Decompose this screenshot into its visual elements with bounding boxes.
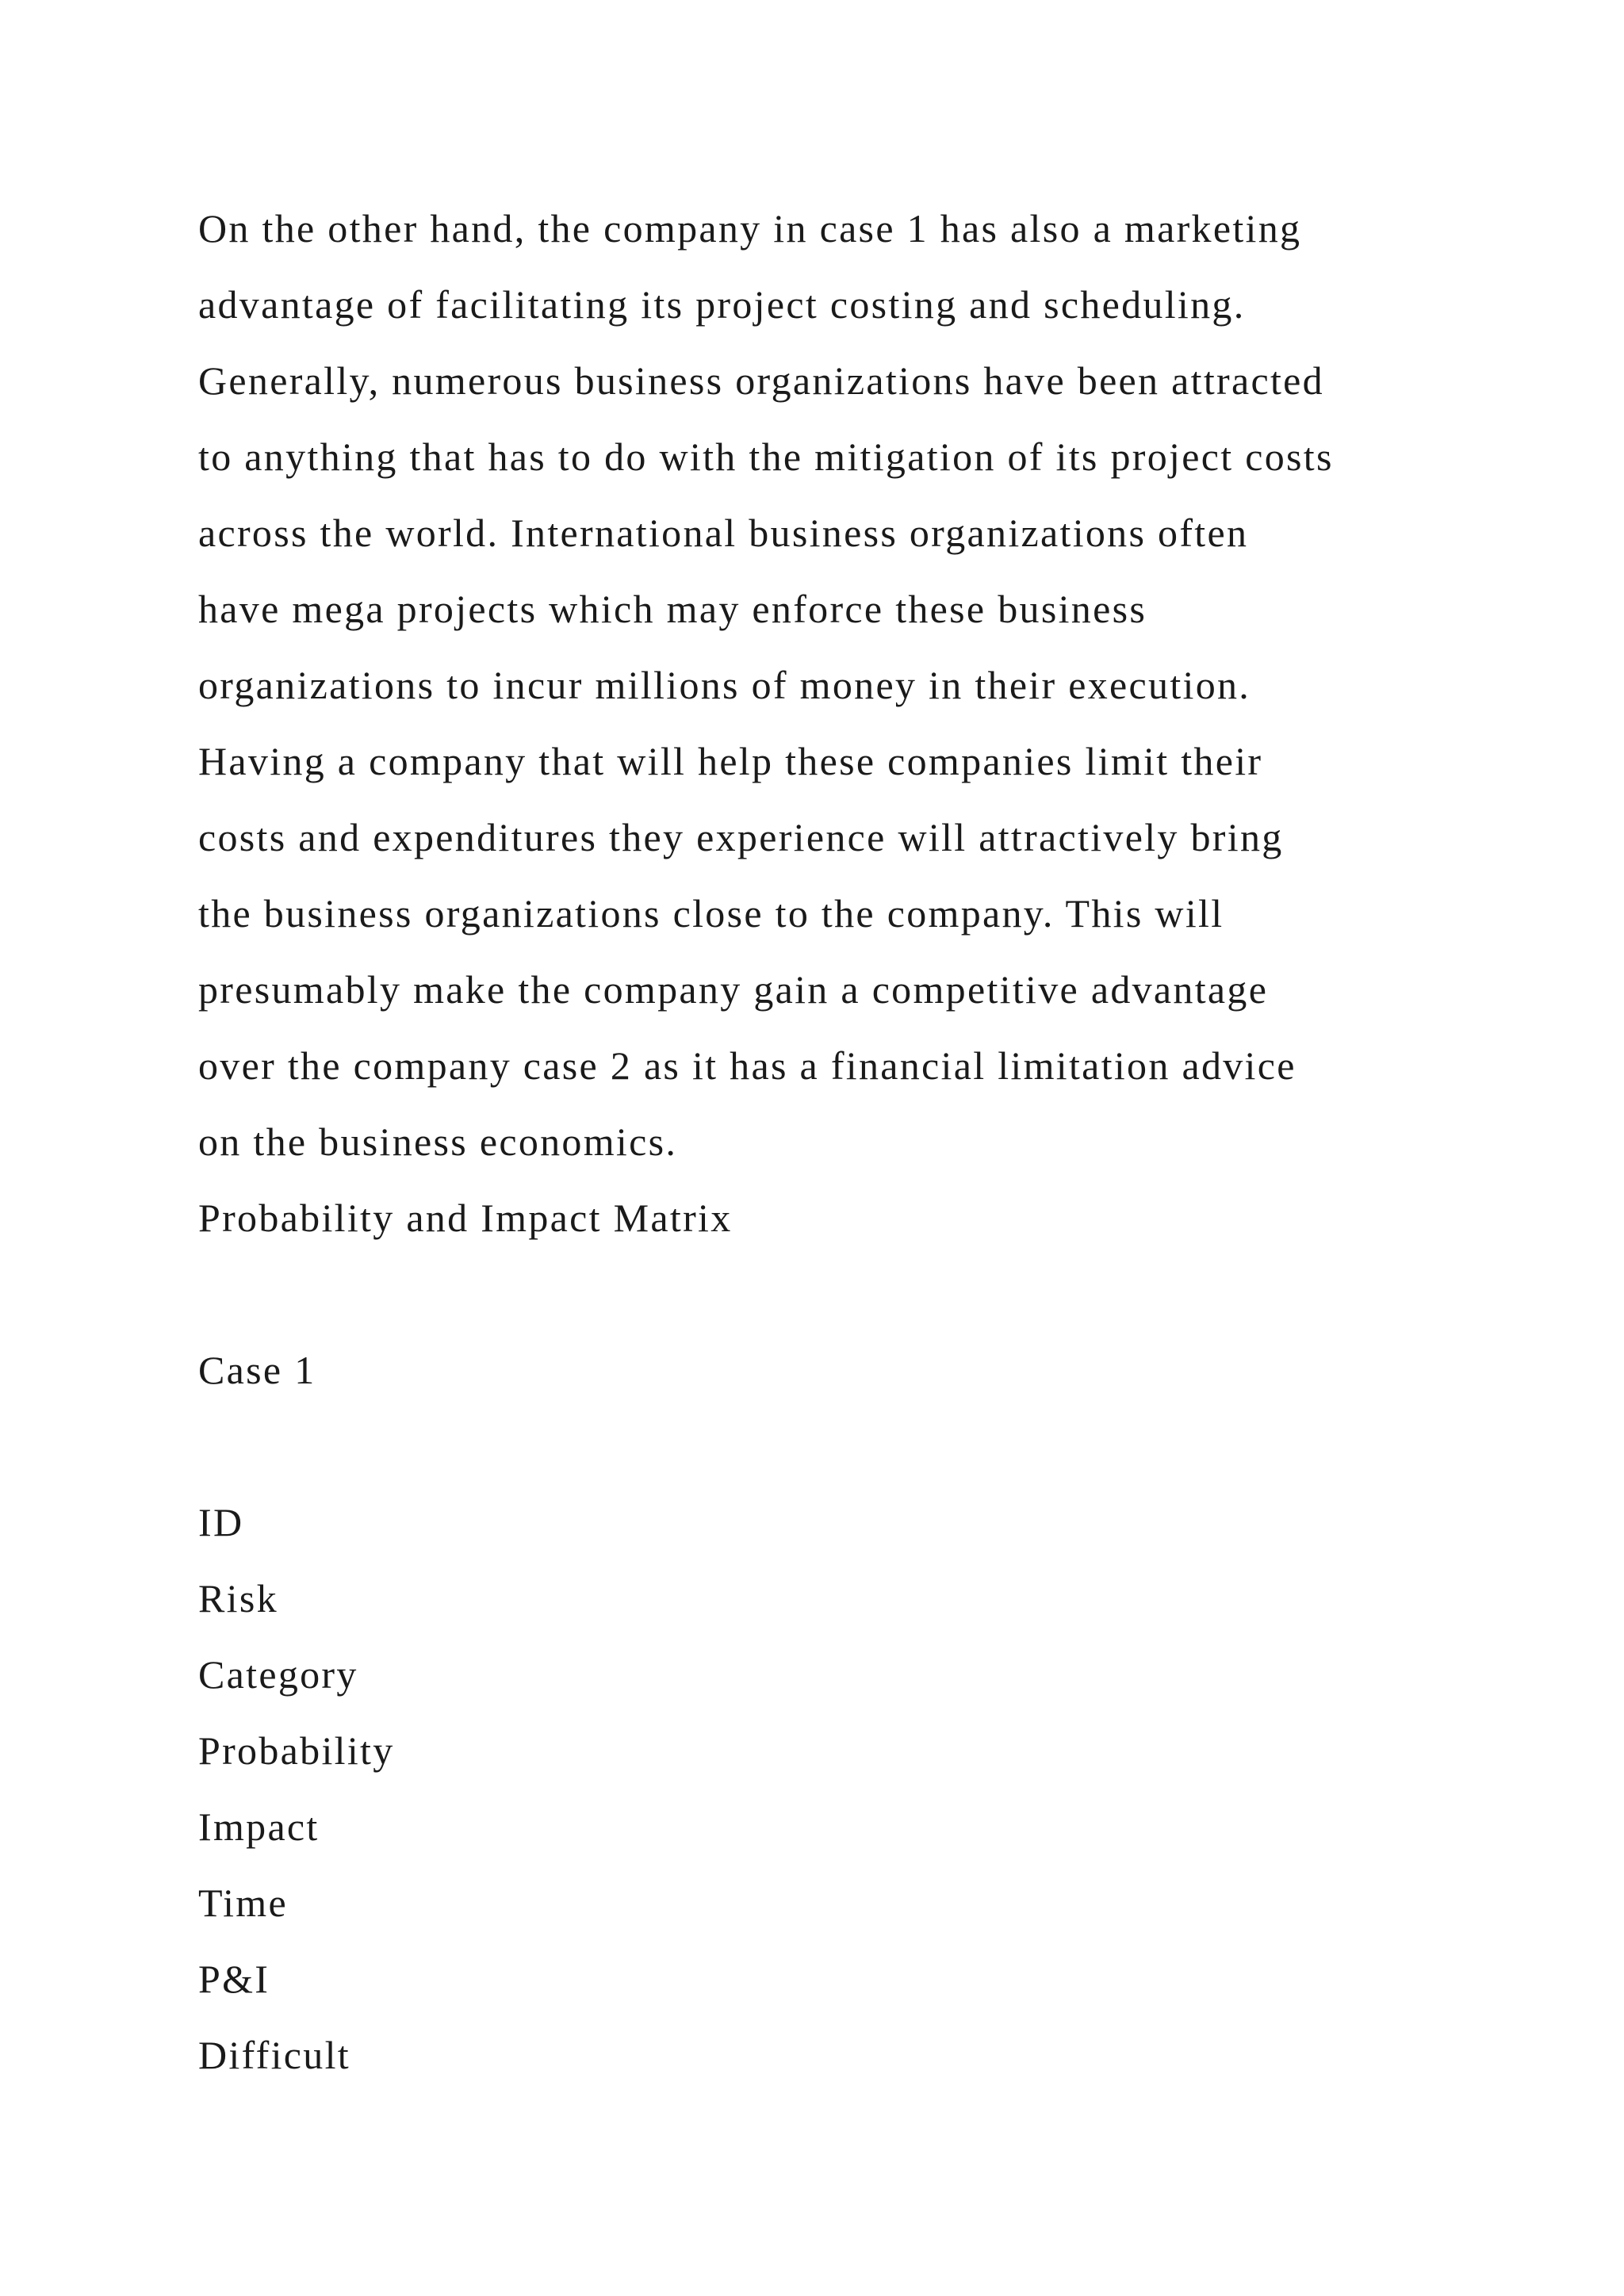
paragraph-line: organizations to incur millions of money in their execution. (198, 663, 1251, 707)
paragraph-line: advantage of facilitating its project costing and scheduling. (198, 282, 1246, 327)
blank-line (198, 1408, 1546, 1484)
table-header-impact: Impact (198, 1804, 320, 1849)
paragraph-line: across the world. International business organizations often (198, 511, 1249, 555)
table-header-probability: Probability (198, 1728, 395, 1773)
blank-line (198, 1256, 1546, 1332)
paragraph-line: presumably make the company gain a competitive advantage (198, 967, 1269, 1012)
paragraph (198, 190, 1546, 1180)
table-header-difficult: Difficult (198, 2033, 350, 2077)
paragraph-line: to anything that has to do with the mitigation of its project costs (198, 434, 1334, 479)
paragraph-line: Generally, numerous business organizations have been attracted (198, 358, 1324, 403)
table-header-time: Time (198, 1881, 288, 1925)
paragraph-line: costs and expenditures they experience will attractively bring (198, 815, 1284, 859)
document-body (198, 190, 1546, 2093)
paragraph-line: Having a company that will help these companies limit their (198, 739, 1263, 783)
table-header-category: Category (198, 1652, 358, 1697)
paragraph-line: over the company case 2 as it has a financial limitation advice (198, 1043, 1297, 1088)
table-header-id: ID (198, 1500, 244, 1544)
matrix-heading: Probability and Impact Matrix (198, 1196, 733, 1240)
paragraph-line: On the other hand, the company in case 1 has also a marketing (198, 206, 1302, 251)
case-label: Case 1 (198, 1348, 316, 1392)
paragraph-line: on the business economics. (198, 1119, 678, 1164)
paragraph-line: have mega projects which may enforce these business (198, 587, 1147, 631)
table-header-pi: P&I (198, 1957, 270, 2001)
table-header-list (198, 1484, 1546, 2093)
table-header-risk: Risk (198, 1576, 278, 1621)
paragraph-line: the business organizations close to the company. This will (198, 891, 1224, 936)
